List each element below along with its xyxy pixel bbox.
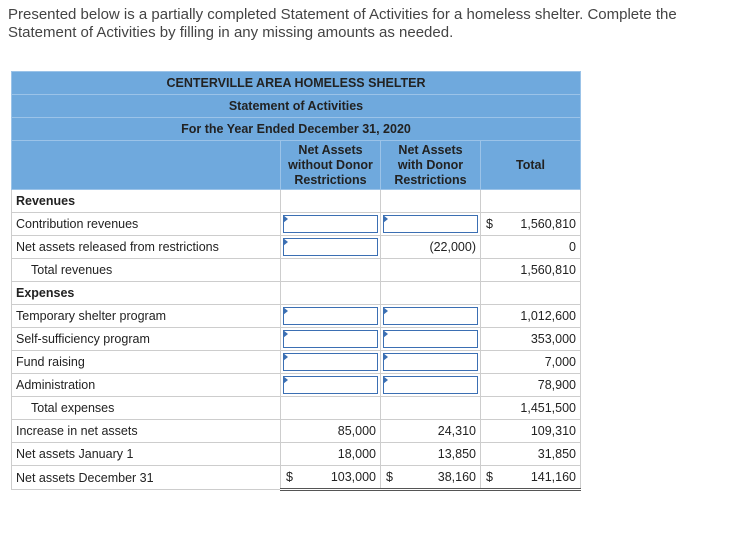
table-row [12,236,581,259]
total-value: 1,012,600 [481,305,581,328]
input-temporary-with[interactable] [383,307,478,325]
table-row [12,443,581,466]
row-label: Net assets December 31 [12,466,281,490]
total-value: 141,160 [530,470,576,484]
table-row [12,374,581,397]
table-row [12,328,581,351]
input-contribution-without[interactable] [283,215,378,233]
table-row [12,282,581,305]
total-value: 1,560,810 [520,217,576,231]
total-value: 1,560,810 [481,259,581,282]
input-admin-without[interactable] [283,376,378,394]
without-value: 18,000 [281,443,381,466]
row-label: Total expenses [12,397,281,420]
instructions-text: Presented below is a partially completed Statement of Activities for a homeless shelter. Complete the Statement of Activities by filling in any missing amounts as needed. [8,6,677,41]
input-selfsuff-without[interactable] [283,330,378,348]
row-label: Increase in net assets [12,420,281,443]
table-row [12,420,581,443]
col-with-donor: Net Assets with Donor Restrictions [381,141,481,190]
input-released-without[interactable] [283,238,378,256]
row-label: Administration [12,374,281,397]
input-admin-with[interactable] [383,376,478,394]
with-value: 38,160 [437,470,476,484]
total-value: 109,310 [481,420,581,443]
row-label: Self-sufficiency program [12,328,281,351]
total-value: 1,451,500 [481,397,581,420]
statement-of-activities [11,71,581,491]
input-selfsuff-with[interactable] [383,330,478,348]
with-value: (22,000) [381,236,481,259]
table-row [12,466,581,490]
input-temporary-without[interactable] [283,307,378,325]
table-row [12,190,581,213]
without-value: 85,000 [281,420,381,443]
table-row [12,213,581,236]
blank-header [12,141,281,190]
currency-symbol: $ [486,470,493,484]
table-row [12,351,581,374]
total-value: 31,850 [481,443,581,466]
statement-period: For the Year Ended December 31, 2020 [12,118,581,141]
table-row [12,397,581,420]
row-label: Fund raising [12,351,281,374]
revenues-heading: Revenues [12,190,281,213]
with-value: 24,310 [381,420,481,443]
expenses-heading: Expenses [12,282,281,305]
total-value: 353,000 [481,328,581,351]
with-value: 13,850 [381,443,481,466]
table-row [12,259,581,282]
table-row [12,305,581,328]
row-label: Net assets January 1 [12,443,281,466]
col-without-donor: Net Assets without Donor Restrictions [281,141,381,190]
row-label: Net assets released from restrictions [12,236,281,259]
total-value: 78,900 [481,374,581,397]
total-value: 0 [481,236,581,259]
total-value: 7,000 [481,351,581,374]
input-fundraising-with[interactable] [383,353,478,371]
row-label: Contribution revenues [12,213,281,236]
statement-title: Statement of Activities [12,95,581,118]
currency-symbol: $ [286,470,293,484]
currency-symbol: $ [386,470,393,484]
without-value: 103,000 [330,470,376,484]
input-contribution-with[interactable] [383,215,478,233]
col-total: Total [481,141,581,190]
row-label: Temporary shelter program [12,305,281,328]
input-fundraising-without[interactable] [283,353,378,371]
currency-symbol: $ [486,217,493,231]
row-label: Total revenues [12,259,281,282]
org-name: CENTERVILLE AREA HOMELESS SHELTER [12,72,581,95]
